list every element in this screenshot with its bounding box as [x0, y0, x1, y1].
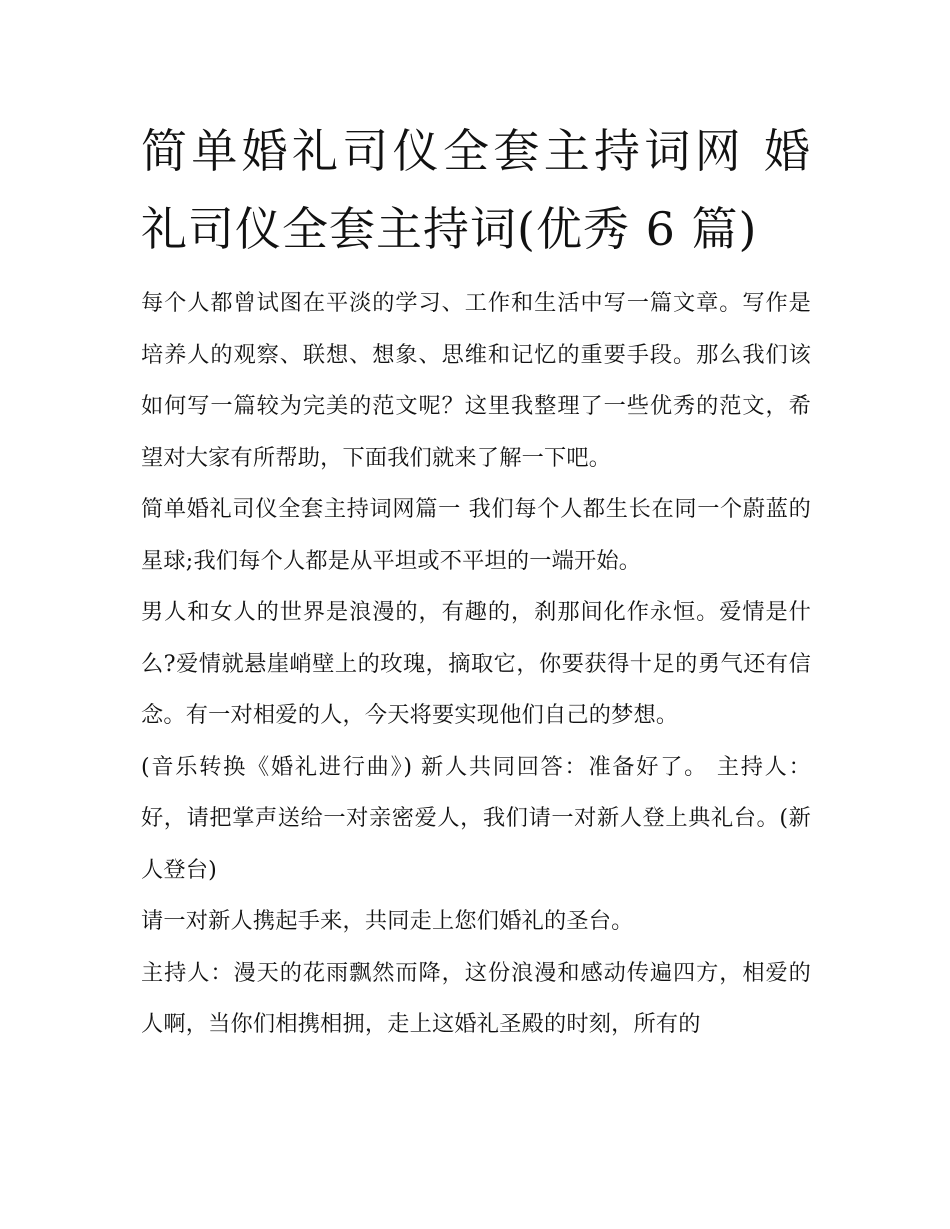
document-body: [141, 278, 811, 1051]
paragraph: 请一对新人携起手来，共同走上您们婚礼的圣台。: [141, 908, 634, 934]
paragraph: (音乐转换《婚礼进行曲》) 新人共同回答：准备好了。 主持人：好，请把掌声送给一对亲密爱人，我们请一对新人登上典礼台。(新人登台): [141, 753, 811, 883]
paragraph: 主持人：漫天的花雨飘然而降，这份浪漫和感动传遍四方，相爱的人啊，当你们相携相拥，走上这婚礼圣殿的时刻，所有的: [141, 959, 811, 1037]
document-title: 简单婚礼司仪全套主持词网 婚礼司仪全套主持词(优秀 6 篇): [141, 124, 811, 256]
paragraph: 简单婚礼司仪全套主持词网篇一 我们每个人都生长在同一个蔚蓝的星球;我们每个人都是从平坦或不平坦的一端开始。: [141, 496, 811, 574]
paragraph: 男人和女人的世界是浪漫的，有趣的，刹那间化作永恒。爱情是什么?爱情就悬崖峭壁上的玫瑰，摘取它，你要获得十足的勇气还有信念。有一对相爱的人，今天将要实现他们自己的梦想。: [141, 599, 811, 728]
paragraph: 每个人都曾试图在平淡的学习、工作和生活中写一篇文章。写作是培养人的观察、联想、想象、思维和记忆的重要手段。那么我们该如何写一篇较为完美的范文呢？这里我整理了一些优秀的范文，希望对大家有所帮助，下面我们就来了解一下吧。: [141, 290, 811, 471]
